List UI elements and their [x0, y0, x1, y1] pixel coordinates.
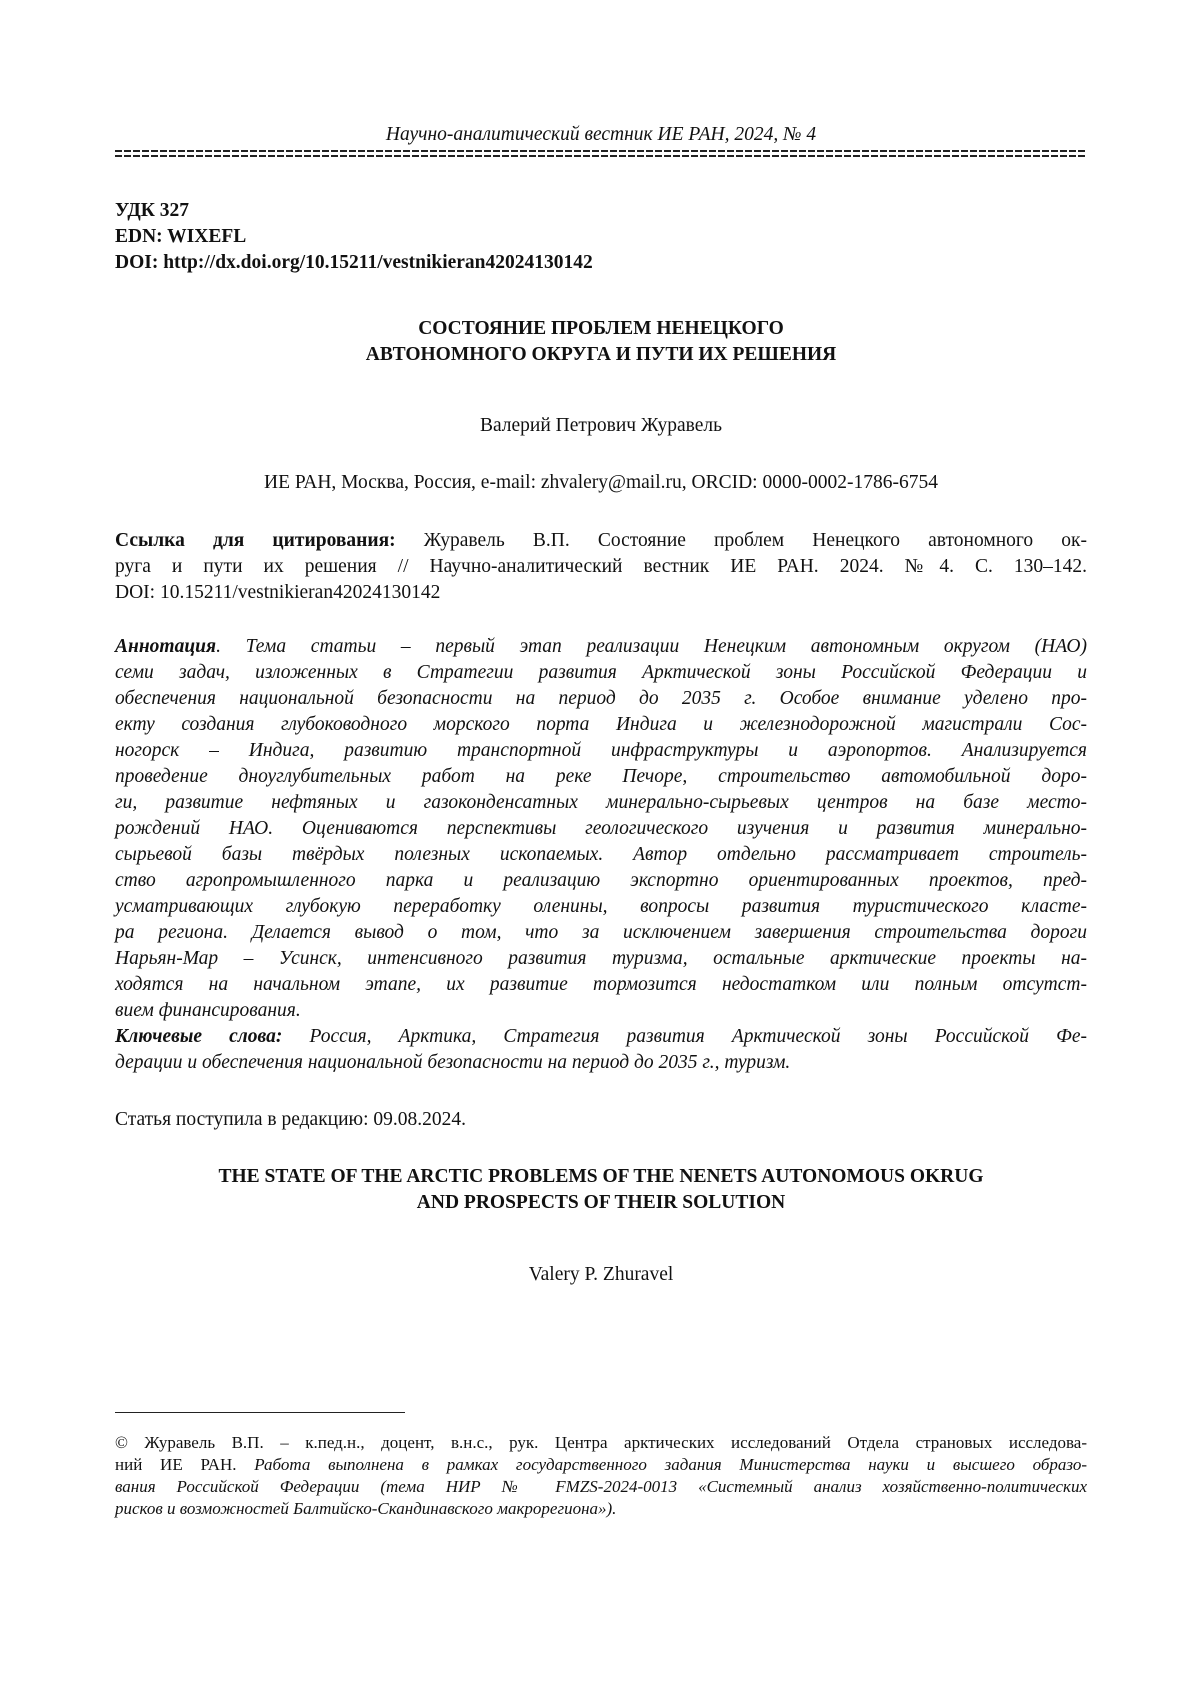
abstract-line-11: усматривающих глубокую переработку оленины, вопросы развития туристического класте- [115, 896, 1087, 917]
author-en: Valery P. Zhuravel [528, 1264, 674, 1285]
header-double-rule [115, 149, 1087, 159]
edn-code: EDN: WIXEFL [115, 226, 247, 247]
abstract-line-12: ра региона. Делается вывод о том, что за исключением завершения строительства дороги [115, 922, 1087, 943]
abstract-line-1: Аннотация. Тема статьи – первый этап реализации Ненецким автономным округом (НАО) [115, 636, 1087, 657]
author-ru: Валерий Петрович Журавель [479, 415, 723, 436]
abstract-line-15: вием финансирования. [115, 1000, 301, 1021]
citation-line-1: Ссылка для цитирования: Журавель В.П. Состояние проблем Ненецкого автономного ок- [115, 530, 1087, 551]
citation-line-3: DOI: 10.15211/vestnikieran42024130142 [115, 582, 441, 603]
received-date: Статья поступила в редакцию: 09.08.2024. [115, 1109, 467, 1130]
keywords-line-1: Ключевые слова: Россия, Арктика, Стратегия развития Арктической зоны Российской Фе- [115, 1026, 1087, 1047]
title-ru-line-2: АВТОНОМНОГО ОКРУГА И ПУТИ ИХ РЕШЕНИЯ [365, 344, 837, 365]
abstract-line-6: проведение дноуглубительных работ на реке Печоре, строительство автомобильной доро- [115, 766, 1087, 787]
keywords-line-2: дерации и обеспечения национальной безопасности на период до 2035 г., туризм. [115, 1052, 791, 1073]
citation-label: Ссылка для цитирования: [115, 530, 396, 551]
abstract-line-7: ги, развитие нефтяных и газоконденсатных минерально-сырьевых центров на базе место- [115, 792, 1087, 813]
footnote-rule [115, 1412, 405, 1413]
abstract-line-9: сырьевой базы твёрдых полезных ископаемых. Автор отдельно рассматривает строитель- [115, 844, 1087, 865]
abstract-label: Аннотация [115, 636, 217, 657]
abstract-line-14: ходятся на начальном этапе, их развитие тормозится недостатком или полным отсутст- [115, 974, 1087, 995]
abstract-line-2: семи задач, изложенных в Стратегии развития Арктической зоны Российской Федерации и [115, 662, 1087, 683]
affiliation: ИЕ РАН, Москва, Россия, e-mail: zhvalery@mail.ru, ORCID: 0000-0002-1786-6754 [264, 472, 938, 493]
title-en-line-1: THE STATE OF THE ARCTIC PROBLEMS OF THE NENETS AUTONOMOUS OKRUG [218, 1166, 984, 1187]
abstract-line-10: ство агропромышленного парка и реализацию экспортно ориентированных проектов, пред- [115, 870, 1087, 891]
abstract-line-4: екту создания глубоководного морского порта Индига и железнодорожной магистрали Сос- [115, 714, 1087, 735]
keywords-label: Ключевые слова: [115, 1026, 283, 1047]
udk-code: УДК 327 [115, 200, 190, 221]
abstract-line-13: Нарьян-Мар – Усинск, интенсивного развития туризма, остальные арктические проекты на- [115, 948, 1087, 969]
title-ru-line-1: СОСТОЯНИЕ ПРОБЛЕМ НЕНЕЦКОГО [418, 318, 784, 339]
abstract-line-8: рождений НАО. Оцениваются перспективы геологического изучения и развития минерально- [115, 818, 1087, 839]
abstract-line-5: ногорск – Индига, развитию транспортной инфраструктуры и аэропортов. Анализируется [115, 740, 1087, 761]
doi-link[interactable]: DOI: http://dx.doi.org/10.15211/vestnikieran42024130142 [115, 252, 593, 273]
footnote-line-4: рисков и возможностей Балтийско-Скандинавского макрорегиона»). [115, 1499, 617, 1518]
footnote-line-2: ний ИЕ РАН. Работа выполнена в рамках государственного задания Министерства науки и высшего образо- [115, 1455, 1087, 1474]
title-en-line-2: AND PROSPECTS OF THEIR SOLUTION [416, 1192, 786, 1213]
footnote-line-1: © Журавель В.П. – к.пед.н., доцент, в.н.с., рук. Центра арктических исследований Отдела страновых исследова- [115, 1433, 1087, 1452]
citation-line-2: руга и пути их решения // Научно-аналитический вестник ИЕ РАН. 2024. №4. С. 130–142. [115, 556, 1087, 577]
footnote-line-3: вания Российской Федерации (тема НИР № FMZS-2024-0013 «Системный анализ хозяйственно-политических [115, 1477, 1087, 1496]
journal-header: Научно-аналитический вестник ИЕ РАН, 2024, № 4 [385, 124, 817, 145]
abstract-line-3: обеспечения национальной безопасности на период до 2035 г. Особое внимание уделено про- [115, 688, 1087, 709]
